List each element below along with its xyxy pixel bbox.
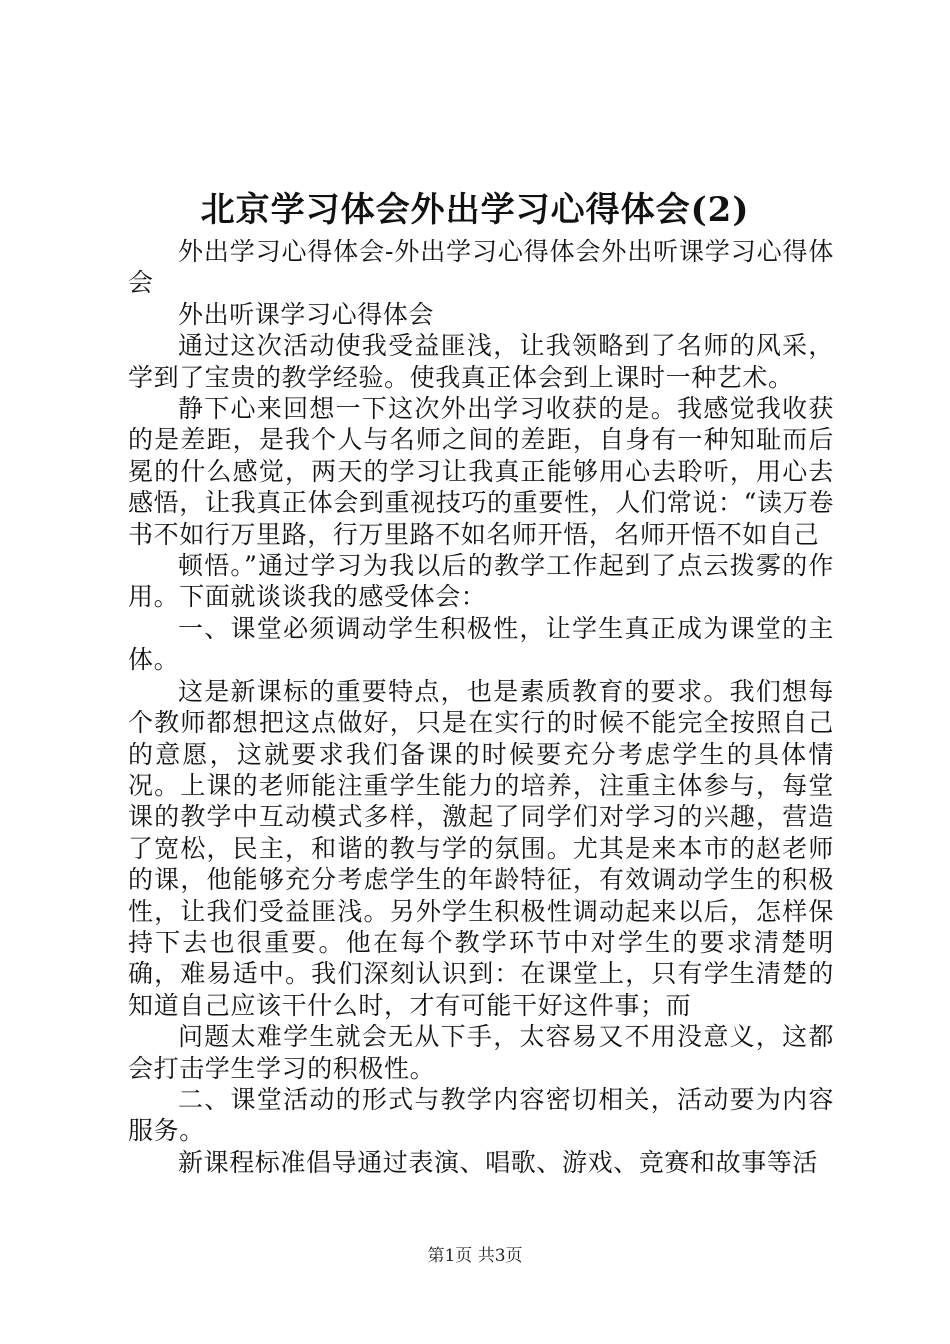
document-title: 北京学习体会外出学习心得体会(2) — [200, 190, 750, 230]
paragraph: 顿悟。”通过学习为我以后的教学工作起到了点云拨雾的作用。下面就谈谈我的感受体会： — [128, 551, 834, 612]
paragraph: 新课程标准倡导通过表演、唱歌、游戏、竞赛和故事等活 — [178, 1147, 819, 1177]
paragraph: 外出学习心得体会-外出学习心得体会外出听课学习心得体会 — [128, 237, 834, 298]
paragraph: 问题太难学生就会无从下手，太容易又不用没意义，这都会打击学生学习的积极性。 — [128, 1022, 834, 1083]
document-body — [128, 236, 834, 1178]
paragraph: 这是新课标的重要特点，也是素质教育的要求。我们想每个教师都想把这点做好，只是在实行的时候不能完全按照自己的意愿，这就要求我们备课的时候要充分考虑学生的具体情况。上课的老师能注重学生能力的培养，注重主体参与，每堂课的教学中互动模式多样，激起了同学们对学习的兴趣，营造了宽松，民主，和谐的教与学的氛围。尤其是来本市的赵老师的课，他能够充分考虑学生的年龄特征，有效调动学生的积极性，让我们受益匪浅。另外学生积极性调动起来以后，怎样保持下去也很重要。他在每个教学环节中对学生的要求清楚明确，难易适中。我们深刻认识到：在课堂上，只有学生清楚的知道自己应该干什么时，才有可能干好这件事；而 — [128, 676, 834, 1020]
paragraph: 静下心来回想一下这次外出学习收获的是。我感觉我收获的是差距，是我个人与名师之间的差距，自身有一种知耻而后冕的什么感觉，两天的学习让我真正能够用心去聆听，用心去感悟，让我真正体会到重视技巧的重要性，人们常说：“读万卷书不如行万里路，行万里路不如名师开悟，名师开悟不如自己 — [128, 394, 834, 549]
paragraph: 外出听课学习心得体会 — [178, 299, 435, 329]
section-heading-paragraph: 一、课堂必须调动学生积极性，让学生真正成为课堂的主体。 — [128, 613, 834, 675]
paragraph: 通过这次活动使我受益匪浅，让我领略到了名师的风采，学到了宝贵的教学经验。使我真正体会到上课时一种艺术。 — [128, 331, 834, 392]
page-number-footer: 第1页 共3页 — [427, 1246, 523, 1266]
section-heading-paragraph: 二、课堂活动的形式与教学内容密切相关，活动要为内容服务。 — [128, 1084, 834, 1146]
